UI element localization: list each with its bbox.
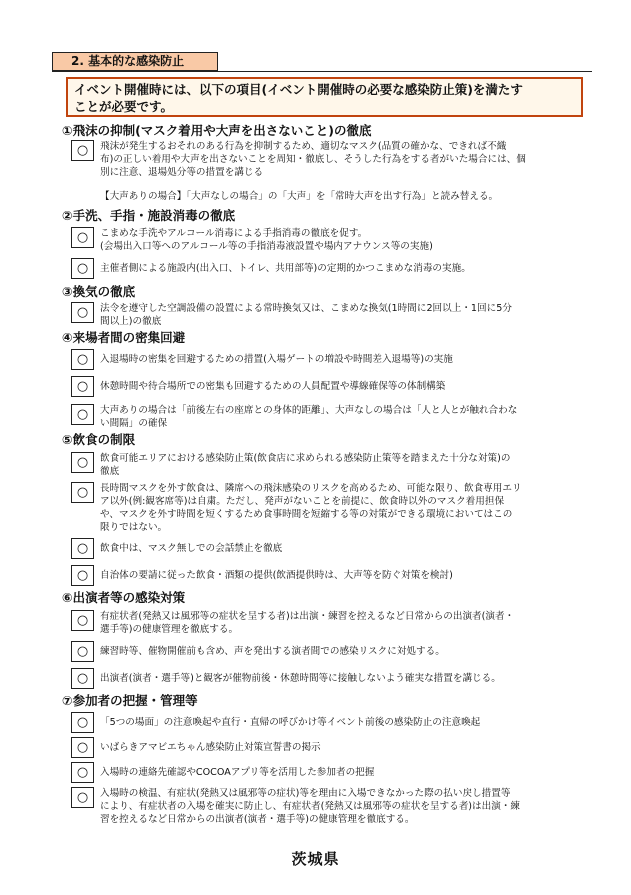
checklist-item-text: 入退場時の密集を回避するための措置(入場ゲートの増設や時間差入退場等)の実施 xyxy=(100,354,453,365)
loud-voice-note: 【大声ありの場合】「大声なしの場合」の「大声」を「常時大声を出す行為」と読み替える。 xyxy=(100,191,499,202)
heading-handwash-disinfection: ②手洗、手指・施設消毒の徹底 xyxy=(62,208,236,223)
checklist-item-text: 長時間マスクを外す飲食は、隣席への飛沫感染のリスクを高めるため、可能な限り、飲食専用エリ ア以外(例:観客席等)は自粛。ただし、発声がないことを前提に、飲食時以外のマスク着用担保 や、マスクを外す時間を短くするため食事時間を短縮する等の対策ができる環境においてはこの 限りではない。 xyxy=(100,483,522,533)
checklist-item-text: 自治体の要請に従った飲食・酒類の提供(飲酒提供時は、大声等を防ぐ対策を検討) xyxy=(100,570,453,581)
checkbox[interactable]: ○ xyxy=(71,349,94,370)
checkbox[interactable]: ○ xyxy=(71,641,94,662)
checklist-item-text: 入場時の検温、有症状(発熱又は風邪等の症状)等を理由に入場できなかった際の払い戻し措置等 により、有症状者の入場を確実に防止し、有症状者(発熱又は風邪等の症状を呈する者)は出演・練 習を控えるなど日常からの出演者(演者・選手等)の健康管理を徹底する。 xyxy=(100,788,521,825)
checkbox[interactable]: ○ xyxy=(71,712,94,733)
checkbox[interactable]: ○ xyxy=(71,668,94,689)
heading-performer-measures: ⑥出演者等の感染対策 xyxy=(62,590,186,605)
checkbox[interactable]: ○ xyxy=(71,452,94,473)
checkbox[interactable]: ○ xyxy=(71,140,94,161)
checklist-item-text: 出演者(演者・選手等)と観客が催物前後・休憩時間等に接触しないよう確実な措置を講じる。 xyxy=(100,673,501,684)
checkbox[interactable]: ○ xyxy=(71,538,94,559)
checklist-item-text: いばらきアマビエちゃん感染防止対策宣誓書の掲示 xyxy=(100,742,321,753)
checklist-item-text: 休憩時間や待合場所での密集も回避するための人員配置や導線確保等の体制構築 xyxy=(100,381,446,392)
section-rule xyxy=(52,71,592,72)
section-label: 2. 基本的な感染防止 xyxy=(52,52,218,71)
heading-droplet-suppression: ①飛沫の抑制(マスク着用や大声を出さないこと)の徹底 xyxy=(62,123,372,138)
checkbox[interactable]: ○ xyxy=(71,737,94,758)
checkbox[interactable]: ○ xyxy=(71,404,94,425)
checkbox[interactable]: ○ xyxy=(71,565,94,586)
checkbox[interactable]: ○ xyxy=(71,482,94,503)
checklist-item-text: 飲食中は、マスク無しでの会話禁止を徹底 xyxy=(100,543,283,554)
requirement-callout-text: イベント開催時には、以下の項目(イベント開催時の必要な感染防止策)を満たす ことが必要です。 xyxy=(74,82,523,114)
issuer-footer: 茨城県 xyxy=(291,850,340,868)
heading-ventilation: ③換気の徹底 xyxy=(62,284,136,299)
checklist-item-text: 主催者側による施設内(出入口、トイレ、共用部等)の定期的かつこまめな消毒の実施。 xyxy=(100,263,471,274)
checklist-item-text: 飲食可能エリアにおける感染防止策(飲食店に求められる感染防止策等を踏まえた十分な対策)の 徹底 xyxy=(100,453,511,477)
checkbox[interactable]: ○ xyxy=(71,227,94,248)
checkbox[interactable]: ○ xyxy=(71,787,94,808)
checkbox[interactable]: ○ xyxy=(71,762,94,783)
checkbox[interactable]: ○ xyxy=(71,610,94,631)
checklist-item-text: 飛沫が発生するおそれのある行為を抑制するため、適切なマスク(品質の確かな、できれば不織 布)の正しい着用や大声を出さないことを周知・徹底し、そうした行為をする者がいた場合には、個 別に注意、退場処分等の措置を講じる xyxy=(100,141,526,178)
checkbox[interactable]: ○ xyxy=(71,302,94,323)
checklist-item-text: 練習時等、催物開催前も含め、声を発出する演者間での感染リスクに対処する。 xyxy=(100,646,445,657)
requirement-callout xyxy=(66,77,583,117)
checklist-item-text: 「5つの場面」の注意喚起や直行・直帰の呼びかけ等イベント前後の感染防止の注意喚起 xyxy=(100,717,481,728)
checklist-item-text: こまめな手洗やアルコール消毒による手指消毒の徹底を促す。 (会場出入口等へのアルコール等の手指消毒液設置や場内アナウンス等の実施) xyxy=(100,228,433,252)
checkbox[interactable]: ○ xyxy=(71,258,94,279)
checkbox[interactable]: ○ xyxy=(71,376,94,397)
heading-food-restriction: ⑤飲食の制限 xyxy=(62,432,136,447)
checklist-item-text: 有症状者(発熱又は風邪等の症状を呈する者)は出演・練習を控えるなど日常からの出演者(演者・ 選手等)の健康管理を徹底する。 xyxy=(100,611,515,635)
checklist-item-text: 大声ありの場合は「前後左右の座席との身体的距離」、大声なしの場合は「人と人とが触れ合わな い間隔」の確保 xyxy=(100,405,518,429)
heading-crowd-avoidance: ④来場者間の密集回避 xyxy=(62,330,186,345)
heading-participant-management: ⑦参加者の把握・管理等 xyxy=(62,693,198,708)
checklist-item-text: 法令を遵守した空調設備の設置による常時換気又は、こまめな換気(1時間に2回以上・1回に5分 間以上)の徹底 xyxy=(100,303,512,327)
checklist-item-text: 入場時の連絡先確認やCOCOAアプリ等を活用した参加者の把握 xyxy=(100,767,375,778)
